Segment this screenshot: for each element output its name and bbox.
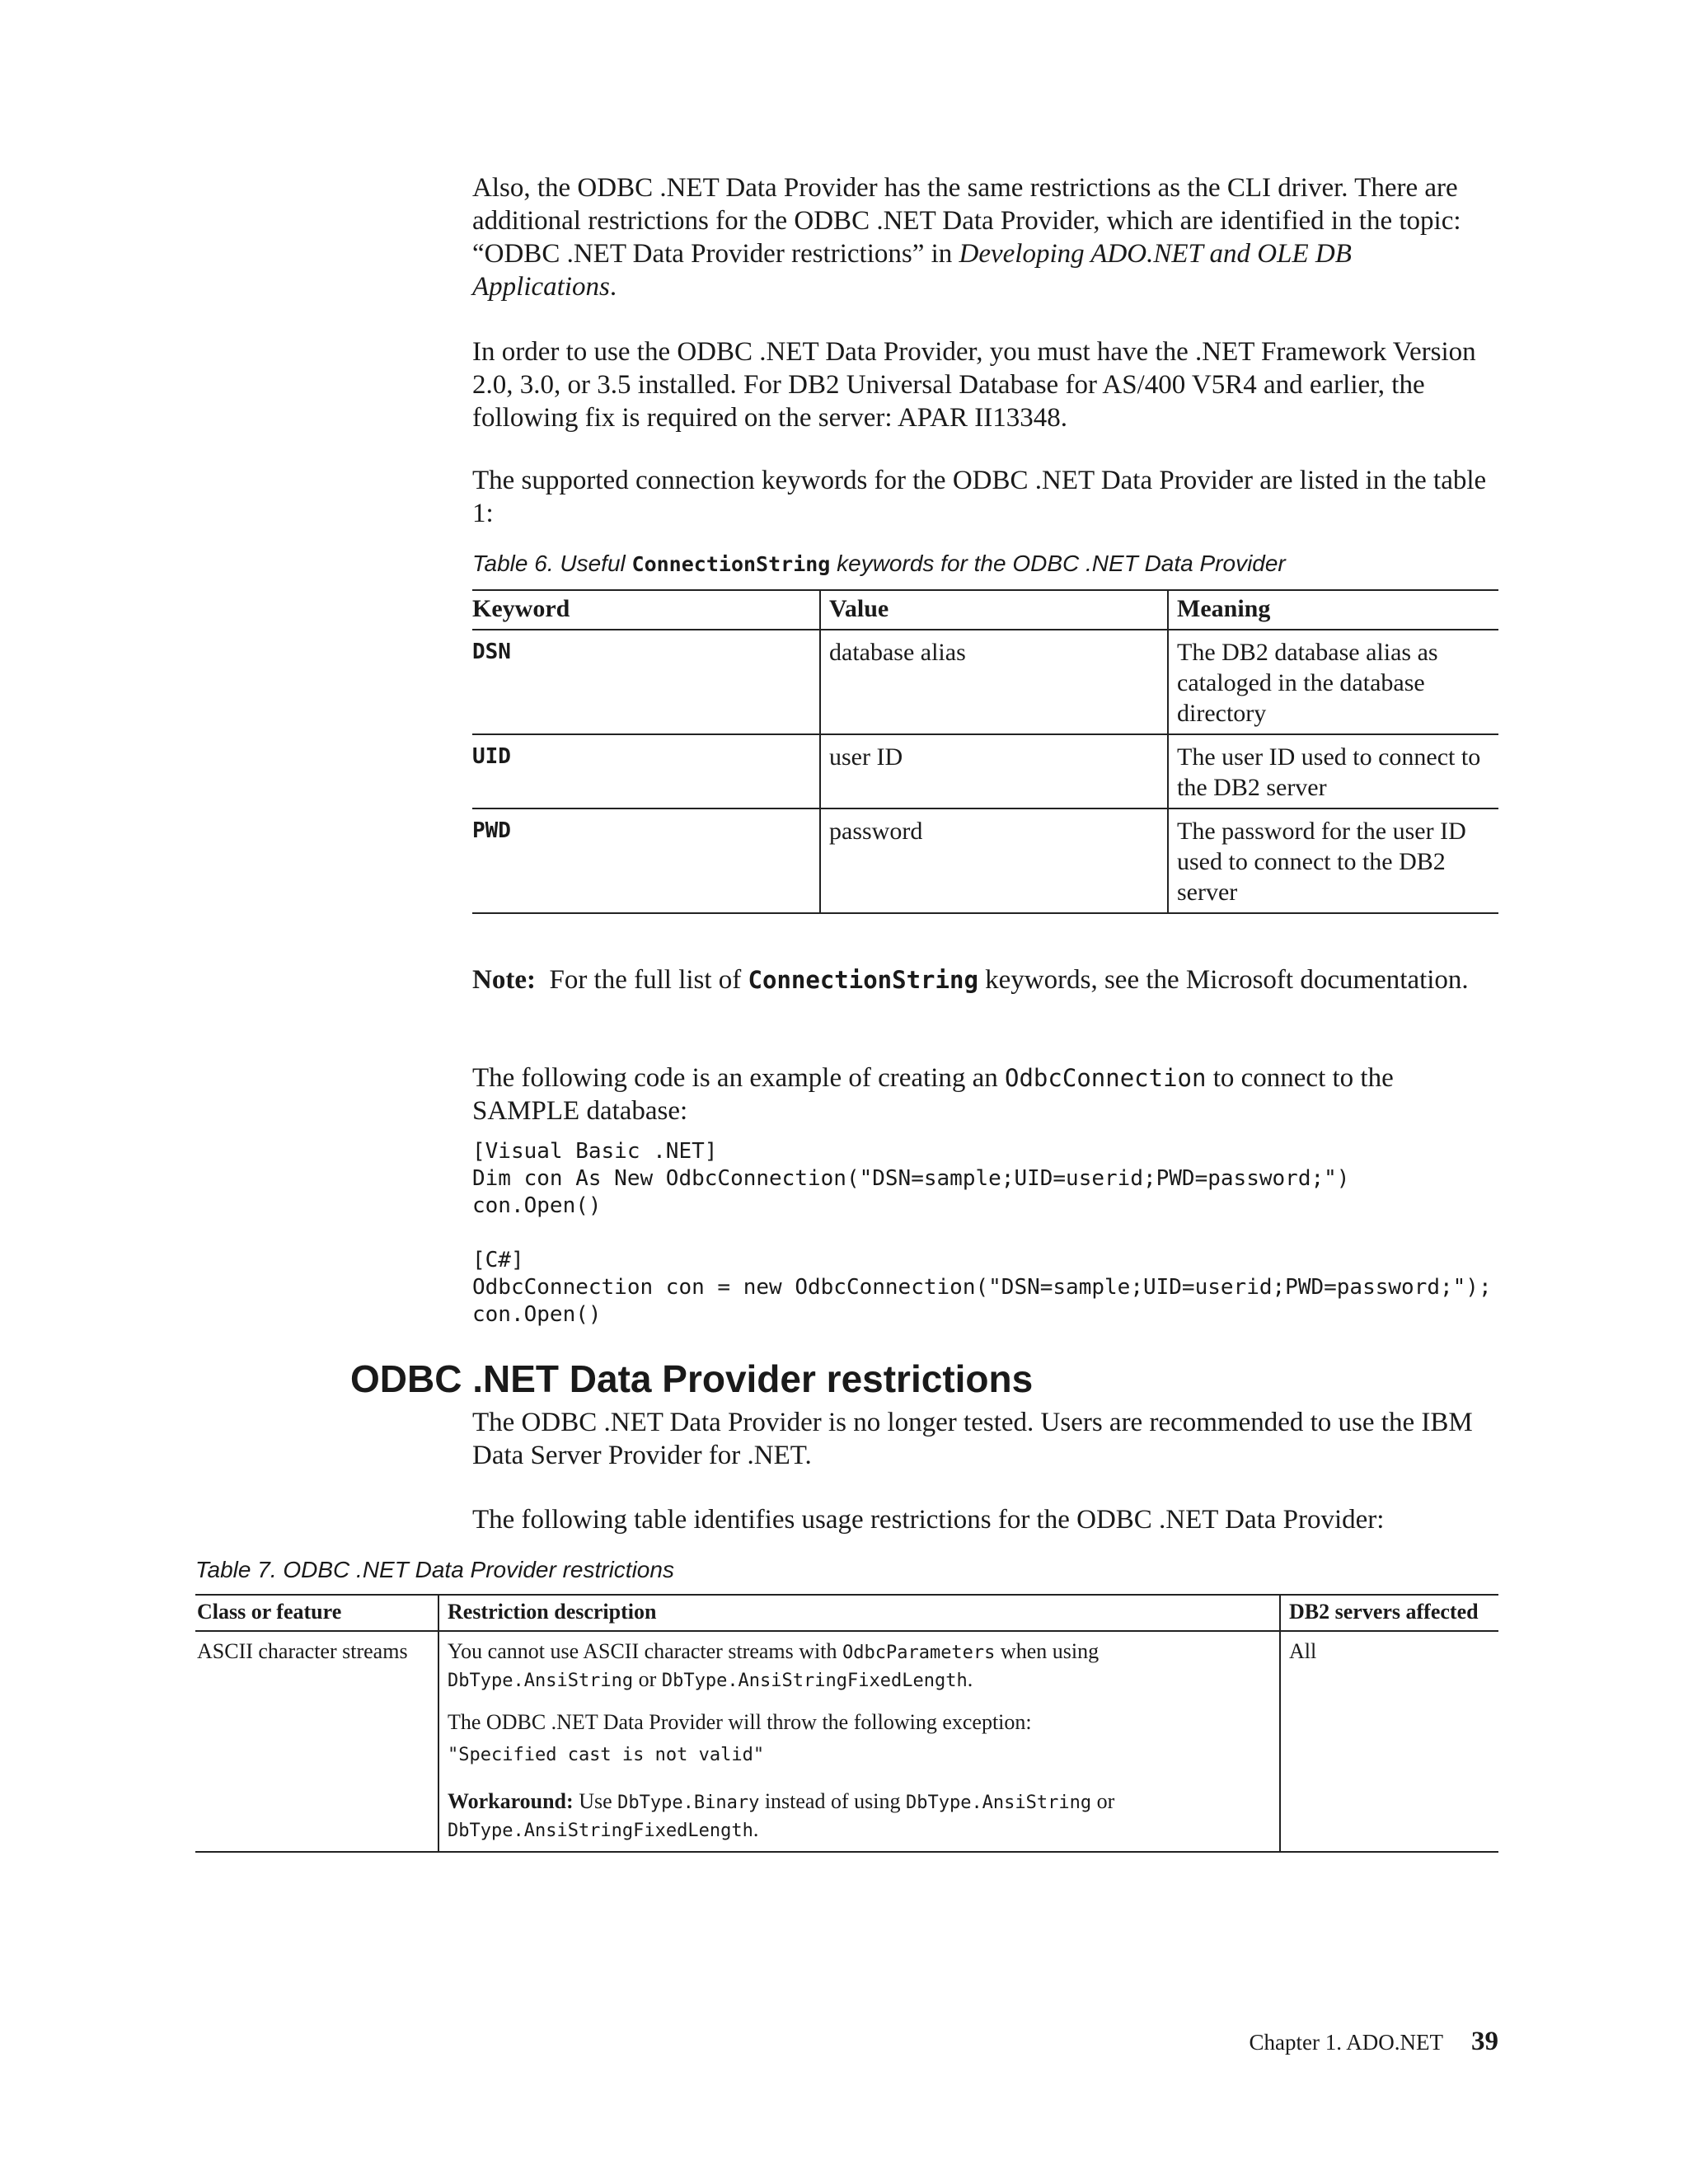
- page-footer: [1250, 2025, 1498, 2059]
- d1-end: .: [967, 1667, 973, 1691]
- exception-code: "Specified cast is not valid": [448, 1745, 765, 1765]
- intro-p1-text: Also, the ODBC .NET Data Provider has the same restrictions as the CLI driver. There are additional restrictions for the ODBC .NET Data Provider, which are identified in the topic: “ODBC .NET Data Provider restrictions” in: [472, 173, 1461, 269]
- d1-mid: when using: [995, 1639, 1100, 1663]
- keyword-cell: PWD: [472, 808, 820, 913]
- section-paragraph-2: The following table identifies usage restrictions for the ODBC .NET Data Provider:: [472, 1505, 1385, 1535]
- example-post: to connect to the SAMPLE database:: [472, 1063, 1394, 1126]
- meaning-cell: The password for the user ID used to connect to the DB2 server: [1168, 808, 1498, 913]
- table-row: [472, 630, 1498, 734]
- intro-p1-end: .: [609, 272, 617, 302]
- example-pre: The following code is an example of creating an: [472, 1063, 1006, 1093]
- w-pre: Use: [573, 1789, 618, 1813]
- d1-code1: OdbcParameters: [842, 1643, 996, 1663]
- table-7-header-feature: Class or feature: [195, 1595, 438, 1631]
- page-number: 39: [1471, 2027, 1498, 2056]
- note-pre: For the full list of: [549, 965, 748, 995]
- table-7: [195, 1594, 1498, 1853]
- w-end: .: [753, 1817, 759, 1841]
- intro-paragraph-3: The supported connection keywords for the ODBC .NET Data Provider are listed in the table 1:: [472, 466, 1487, 528]
- table-6-header-keyword: Keyword: [472, 590, 820, 630]
- table-6-header-value: Value: [820, 590, 1168, 630]
- table-row: [472, 734, 1498, 808]
- table-7-header-servers: DB2 servers affected: [1280, 1595, 1498, 1631]
- keyword-cell: UID: [472, 734, 820, 808]
- restriction-text: [448, 1638, 1273, 1694]
- description-cell: [438, 1631, 1280, 1852]
- exception-intro-text: The ODBC .NET Data Provider will throw the following exception:: [448, 1710, 1032, 1734]
- table-row: [195, 1631, 1498, 1852]
- table-6-header-meaning: Meaning: [1168, 590, 1498, 630]
- example-code-inline: OdbcConnection: [1005, 1064, 1207, 1092]
- table-row: [472, 808, 1498, 913]
- d1-code3: DbType.AnsiStringFixedLength: [661, 1671, 968, 1691]
- cs-code-block: [C#] OdbcConnection con = new OdbcConnection("DSN=sample;UID=userid;PWD=password;"); con.Open(): [472, 1248, 1492, 1327]
- vb-code-block: [Visual Basic .NET] Dim con As New OdbcConnection("DSN=sample;UID=userid;PWD=password;") con.Open(): [472, 1139, 1350, 1218]
- servers-cell: All: [1280, 1631, 1498, 1852]
- note-paragraph: [472, 963, 1498, 996]
- d1-code2: DbType.AnsiString: [448, 1671, 634, 1691]
- table-6-caption-post: keywords for the ODBC .NET Data Provider: [830, 551, 1286, 576]
- table-7-header-row: [195, 1595, 1498, 1631]
- value-cell: database alias: [820, 630, 1168, 734]
- section-paragraph-1: The ODBC .NET Data Provider is no longer tested. Users are recommended to use the IBM Data Server Provider for .NET.: [472, 1408, 1473, 1470]
- note-label: Note:: [472, 965, 536, 995]
- workaround-label: Workaround:: [448, 1789, 574, 1813]
- value-cell: password: [820, 808, 1168, 913]
- w-code3: DbType.AnsiStringFixedLength: [448, 1821, 753, 1841]
- table-7-caption: Table 7. ODBC .NET Data Provider restrictions: [195, 1557, 674, 1582]
- example-intro-paragraph: [472, 1062, 1498, 1127]
- meaning-cell: The DB2 database alias as cataloged in the database directory: [1168, 630, 1498, 734]
- table-6-header-row: [472, 590, 1498, 630]
- intro-paragraph-2: In order to use the ODBC .NET Data Provider, you must have the .NET Framework Version 2.0, 3.0, or 3.5 installed. For DB2 Universal Database for AS/400 V5R4 and earlier, the following fix is required on the server: APAR II13348.: [472, 337, 1476, 433]
- note-code: ConnectionString: [748, 966, 978, 994]
- table-7-header-description: Restriction description: [438, 1595, 1280, 1631]
- w-or: or: [1091, 1789, 1115, 1813]
- footer-chapter: Chapter 1. ADO.NET: [1249, 2030, 1443, 2055]
- d1-pre: You cannot use ASCII character streams with: [448, 1639, 842, 1663]
- w-mid: instead of using: [759, 1789, 906, 1813]
- workaround-text: [448, 1788, 1273, 1844]
- table-6-caption: [472, 550, 1286, 579]
- meaning-cell: The user ID used to connect to the DB2 server: [1168, 734, 1498, 808]
- w-code2: DbType.AnsiString: [905, 1793, 1092, 1813]
- note-post: keywords, see the Microsoft documentation.: [978, 965, 1469, 995]
- intro-paragraph-1: [472, 171, 1498, 303]
- table-6: [472, 589, 1498, 914]
- table-6-caption-pre: Table 6. Useful: [472, 551, 632, 576]
- section-heading: ODBC .NET Data Provider restrictions: [350, 1357, 1034, 1400]
- d1-or: or: [633, 1667, 662, 1691]
- keyword-cell: DSN: [472, 630, 820, 734]
- book-title-link-text: Developing ADO.NET and OLE DB Applications: [472, 239, 1352, 302]
- w-code1: DbType.Binary: [617, 1793, 760, 1813]
- table-6-caption-code: ConnectionString: [631, 552, 831, 576]
- value-cell: user ID: [820, 734, 1168, 808]
- feature-cell: ASCII character streams: [195, 1631, 438, 1852]
